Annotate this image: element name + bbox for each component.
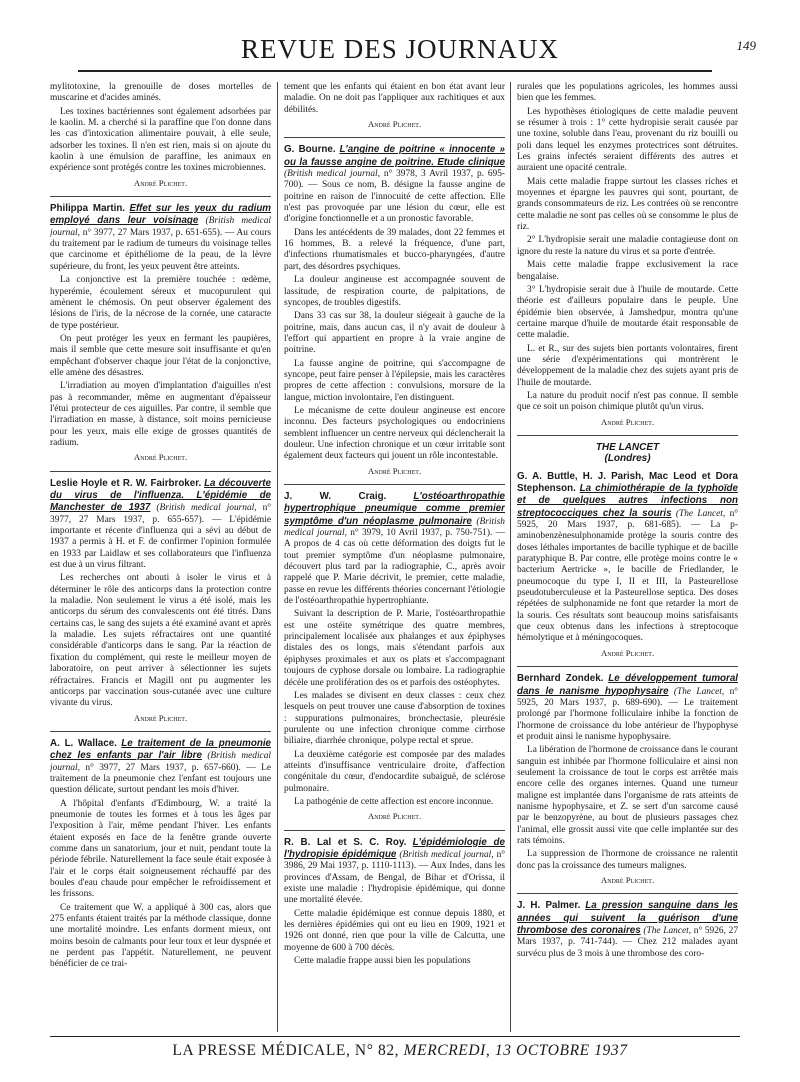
article-heading	[284, 144, 505, 225]
paragraph: La libération de l'hormone de croissance dans le courant sanguin est inhibée par l'hormone folliculaire et ainsi non seulement la croissance de tout le corps est arrêtée mais encore celle des organes internes. Quand une tumeur maligne est implantée dans l'organisme de rats atteints de nanisme hypophysaire, et Z. se sert d'un sarcome causé par le benzopyrène, au bout de plusieurs passages chez l'animal, elle grossit aussi vite que celle implantée sur des rats témoins.	[517, 745, 738, 846]
column-3	[517, 82, 738, 1032]
footer-rule	[50, 1036, 740, 1037]
article	[284, 144, 505, 477]
article	[517, 900, 738, 960]
article-reference: (The Lancet,	[673, 686, 725, 697]
paragraph: Cette maladie épidémique est connue depuis 1880, et les dernières épidémies qui ont eu lieu en 1909, 1921 et 1926 ont donné, rien que pour la ville de Calcutta, une moyenne de 600 à 700 décès.	[284, 908, 505, 953]
paragraph: Cette maladie frappe aussi bien les populations	[294, 956, 471, 967]
article-heading	[517, 673, 738, 743]
article-heading	[517, 900, 738, 960]
column-divider	[510, 82, 511, 1032]
paragraph: 3° L'hydropisie serait due à l'huile de moutarde. Cette théorie est d'ailleurs populaire dans le peuple. Une épidémie bien observée, à Jamshedpur, montra qu'une certaine marque d'huile de moutarde était responsable de cette maladie.	[517, 284, 738, 341]
paragraph: Le mécanisme de cette douleur angineuse est encore inconnu. Des facteurs psychologiques ou endocriniens semblent influencer un centre nerveux qui déclencherait la douleur. Une infection chronique et un cœur irritable sont également deux facteurs qui jouent un rôle incontestable.	[284, 405, 505, 462]
article	[50, 738, 271, 971]
separator	[517, 435, 738, 436]
article-author: Bernhard Zondek.	[517, 673, 604, 685]
article-title: La découverte du virus de l'influenza. L'épidémie de Manchester de 1937	[50, 477, 271, 514]
article-reference: (British medical journal,	[284, 169, 380, 180]
paragraph: Dans les antécédents de 39 malades, dont 22 femmes et 16 hommes, B. a relevé la fréquence, d'une part, d'infections rhumatismales et bucco-pharyngées, d'autre part, des désordres psychiques.	[284, 227, 505, 272]
article-summary: n° 5925, 20 Mars 1937, p. 681-685). — La p-aminobenzènesulphonamide protège la souris contre des doses léthales importantes de bacille typhique et de bacille paratyphique B. Par contre, elle protège moins contre le « bacterium Aertricke », le bacille de Friedlander, le pneumocoque du type I, II et III, la Pasteurellose pseudotuberculeuse et la Pasteurellose septica. Des doses répétées de sulphonamide ne font que retarder la mort de la souris. Ces résultats sont beaucoup moins satisfaisants que ceux obtenus dans les infections à streptocoque hémolytique et à méningocoques.	[517, 508, 738, 644]
page-footer	[0, 1042, 800, 1060]
article-author: J. W. Craig.	[284, 491, 387, 502]
article-heading	[50, 738, 271, 797]
article-heading	[517, 471, 738, 645]
paragraph: La pathogénie de cette affection est encore inconnue.	[294, 796, 494, 807]
article-reference: (The Lancet,	[675, 508, 726, 519]
article-author: Leslie Hoyle et R. W. Fairbroker.	[50, 477, 202, 489]
paragraph: Les hypothèses étiologiques de cette maladie peuvent se résumer à trois : 1° cette hydropisie serait causée par une toxine, soluble dans l'eau, provenant du riz bouilli ou poli dans lequel les enzymes protectrices sont détruites. Les grains infectés seraient différents des autres et auraient une opacité centrale.	[517, 106, 738, 174]
article-summary: n° 5925, 20 Mars 1937, p. 689-690). — Le traitement prolongé par l'hormone folliculaire inhibe la fonction de l'hormone de croissance du lobe antérieur de l'hypophyse et produit ainsi le nanisme hypophysaire.	[517, 686, 738, 742]
article-summary: n° 3977, 27 Mars 1937, p. 655-657). — L'épidémie importante et récente d'influenza qui a sévi au début de 1937 a permis à H. et F. de confirmer l'opinion formulée en 1933 par Laidlaw et ses collaborateurs que l'influenza est due à un virus filtrant.	[50, 503, 271, 571]
article-author: J. H. Palmer.	[517, 900, 581, 912]
paragraph: Les malades se divisent en deux classes : ceux chez lesquels on peut trouver une cause d'absorption de toxines : suppurations pulmonaires, bronchectasie, pleurésie purulente ou une infection chronique comme cirrhose biliaire, diarrhée chronique, polype rectal et sprue.	[284, 690, 505, 747]
article-summary: n° 3979, 10 Avril 1937, p. 750-751). — A propos de 4 cas où cette déformation des doigts fut le tout premier symptôme d'un néoplasme pulmonaire, découvert plus tard par la radiographie, C., après avoir rappelé que P. Marie décrivit, le premier, cette maladie, passe en revue les différents théories concernant l'étiologie de l'ostéoarthropathie hypertrophiante.	[284, 528, 505, 607]
article-reference: (British medical journal,	[284, 516, 505, 539]
article-heading	[284, 837, 505, 907]
article-title: Le développement tumoral dans le nanisme hypophysaire	[517, 673, 738, 697]
article-title: La chimiothérapie de la typhoïde et de quelques autres infections non streptococciques chez la souris	[517, 483, 738, 519]
article	[517, 673, 738, 886]
article-reference: (British medical journal,	[399, 849, 494, 860]
page-number: 149	[736, 38, 756, 53]
signature: André Plichet.	[367, 465, 422, 476]
signature: André Plichet.	[133, 712, 188, 723]
paragraph: Mais cette maladie frappe exclusivement la race bengalaise.	[517, 260, 738, 282]
paragraph: L. et R., sur des sujets bien portants volontaires, firent une série d'expérimentations qui montrèrent le développement de la maladie chez des sujets ayant pris de l'huile de moutarde.	[517, 343, 738, 388]
article-reference: (The Lancet,	[643, 926, 692, 937]
article-summary: n° 3986, 29 Mai 1937, p. 1110-1113). — Aux Indes, dans les provinces d'Assam, de Bengal, de Bihar et d'Orissa, il existe une maladie : l'hydropisie épidémique, qui donne une mortalité élevée.	[284, 849, 505, 906]
article-author: A. L. Wallace.	[50, 737, 117, 749]
separator	[50, 731, 271, 732]
article	[284, 491, 505, 823]
article-title: Effet sur les yeux du radium employé dans leur voisinage	[50, 203, 271, 227]
signature: André Plichet.	[133, 452, 188, 463]
paragraph: tement que les enfants qui étaient en bon état avant leur maladie. On ne doit pas l'appliquer aux rachitiques et aux débilités.	[284, 82, 505, 115]
paragraph: Dans 33 cas sur 38, la douleur siégeait à gauche de la poitrine, mais, dans aucun cas, il n'y avait de douleur à l'effort qui appartient en propre à la vraie angine de poitrine.	[284, 311, 505, 356]
paragraph: La deuxième catégorie est composée par des malades atteints d'insuffisance ventriculaire droite, d'affection congénitale du cœur, d'endocardite subaiguë, de sclérose pulmonaire.	[284, 749, 505, 794]
paragraph: 2° L'hydropisie serait une maladie contagieuse dont on ignore du reste la nature du virus et sa porte d'entrée.	[517, 235, 738, 257]
signature: André Plichet.	[600, 416, 655, 427]
paragraph: Les recherches ont abouti à isoler le virus et à déterminer le rôle des anticorps dans la protection contre la maladie. Non seulement le virus a été isolé, mais les anticorps du sérum des convalescents ont été titrés. Dans certains cas, le sang des sujets a été examiné avant et après la maladie. Les sujets réfractaires ont une quantité considérable d'anticorps dans le sang. Par la réaction de fixation du complément, qui reste le meilleur moyen de laboratoire, on peut arriver à sélectionner les sujets réfractaires. Francis et Magill ont pu augmenter les anticorps par vaccination sous-cutanée avec une culture vivante du virus.	[50, 573, 271, 709]
footer-date: MERCREDI, 13 OCTOBRE 1937	[403, 1042, 628, 1059]
article-heading	[50, 203, 271, 273]
paragraph: mylitotoxine, la grenouille de doses mortelles de muscarine et d'acides aminés.	[50, 82, 271, 104]
article	[50, 478, 271, 724]
article-summary: n° 5926, 27 Mars 1937, p. 741-744). — Chez 212 malades ayant survécu plus de 3 mois à une thrombose des coro-	[517, 926, 738, 959]
separator	[50, 471, 271, 472]
paragraph: L'irradiation au moyen d'implantation d'aiguilles n'est pas à recommander, même en augmentant d'épaisseur l'étui protecteur de ces aiguilles. Par contre, il semble que l'irradiation en masse, à distance, soit moins pernicieuse pour les yeux, mais elle exige de grosses quantités de radium.	[50, 381, 271, 448]
signature: André Plichet.	[600, 875, 655, 885]
header-rule	[78, 70, 712, 72]
article-heading	[50, 478, 271, 572]
article-reference: (British medical journal,	[50, 751, 271, 773]
article-author: G. A. Buttle, H. J. Parish, Mac Leod et Dora Stephenson.	[517, 470, 738, 494]
article	[284, 837, 505, 968]
paragraph: Les toxines bactériennes sont également adsorbées par le kaolin. M. a cherché si la paraffine que l'on donne dans les cas d'intoxication alimentaire pouvait, à elle seule, adsorber les toxines. Il n'en est rien, mais si on ajoute du kaolin à une émulsion de paraffine, les animaux en expérience sont protégés contre les toxines microbiennes.	[50, 106, 271, 174]
column-2	[284, 82, 505, 1032]
column-1	[50, 82, 271, 1032]
paragraph: La suppression de l'hormone de croissance ne ralentit donc pas la croissance des tumeurs malignes.	[517, 849, 738, 871]
article-title: L'épidémiologie de l'hydropisie épidémique	[284, 836, 505, 860]
separator	[284, 484, 505, 485]
signature: André Plichet.	[367, 119, 422, 130]
paragraph: Suivant la description de P. Marie, l'ostéoarthropathie est une ostéite symétrique des quatre membres, principalement localisée aux phalanges et aux épiphyses distales des os longs, mais s'étendant parfois aux épiphyses proximales et aux os plats et s'accompagnant toujours de cyphose dorsale ou lombaire. La radiographie décèle une prolifération des os et parfois des ostéophytes.	[284, 609, 505, 688]
separator	[284, 137, 505, 138]
article-reference: (British medical journal,	[50, 216, 271, 238]
article	[517, 471, 738, 660]
paragraph: La conjonctive est la première touchée : œdème, hyperémie, écoulement séreux et mucopurulent qui amènent le chémosis. On peut observer également des lésions de l'iris, de la nécrose de la cornée, une cataracte de type postérieur.	[50, 275, 271, 331]
paragraph: La nature du produit nocif n'est pas connue. Il semble que ce soit un poison chimique plutôt qu'un virus.	[517, 390, 738, 413]
article-summary: n° 3977, 27 Mars 1937, p. 651-655). — Au cours du traitement par le radium de tumeurs du voisinage telles que carcinome et épithéliome de la peau, de la lèvre supérieure, du front, les yeux peuvent être atteints.	[50, 227, 271, 272]
paragraph: On peut protéger les yeux en fermant les paupières, mais il semble que cette mesure soit insuffisante et qu'en empêchant d'observer chaque jour l'état de la conjonctive, elle amène des désastres.	[50, 333, 271, 378]
article-title: L'ostéoarthropathie hypertrophique pneumique comme premier symptôme d'un néoplasme pulmonaire	[284, 491, 505, 527]
article-summary: n° 3978, 3 Avril 1937, p. 695-700). — Sous ce nom, B. désigne la fausse angine de poitrine en raison de l'innocuité de cette affection. Elle n'est pas provoquée par une lésion du cœur, elle est d'origine fonctionnelle et a un pronostic favorable.	[284, 169, 505, 225]
article-title: L'angine de poitrine « innocente » ou la fausse angine de poitrine. Etude clinique	[284, 144, 505, 168]
separator	[517, 893, 738, 894]
separator	[517, 666, 738, 667]
paragraph: La fausse angine de poitrine, qui s'accompagne de syncope, peut faire penser à l'épilepsie, mais les caractères propres de cette affection : convulsions, morsure de la langue, miction involontaire, l'en distinguent.	[284, 358, 505, 403]
article-heading	[284, 491, 505, 607]
signature: André Plichet.	[367, 811, 422, 822]
signature: André Plichet.	[600, 647, 655, 658]
article-author: Philippa Martin.	[50, 203, 126, 215]
column-divider	[277, 82, 278, 1032]
paragraph: Ce traitement que W. a appliqué à 300 cas, alors que 275 enfants étaient traités par la méthode classique, donne une mortalité moindre. Les enfants dorment mieux, ont moins besoin de calmants pour leur toux et leur dyspnée et ne perdent pas l'appétit. Naturellement, ne peuvent bénéficier de ce trai-	[50, 902, 271, 970]
journal-name: THE LANCET	[595, 441, 660, 453]
footer-journal: LA PRESSE MÉDICALE, N° 82,	[172, 1042, 400, 1059]
separator	[284, 830, 505, 831]
article-author: R. B. Lal et S. C. Roy.	[284, 836, 407, 848]
journal-place: (Londres)	[604, 453, 651, 465]
page-title: REVUE DES JOURNAUX	[240, 34, 559, 64]
article-title: La pression sanguine dans les années qui suivent la guérison d'une thrombose des coronaires	[517, 900, 738, 937]
article-summary: n° 3977, 27 Mars 1937, p. 657-660). — Le traitement de la pneumonie chez l'enfant est toujours une question délicate, surtout pendant les mois d'hiver.	[50, 762, 271, 796]
paragraph: A l'hôpital d'enfants d'Edimbourg, W. a traité la pneumonie de toutes les formes et à tous les âges par l'exposition à l'air, même pendant l'hiver. Les enfants étaient exposés en face de la fenêtre grande ouverte comme dans un sanatorium, jour et nuit, pendant toute la période fébrile. Naturellement la face seule était exposée à l'air et le corps était soigneusement réchauffé par des boules d'eau chaude pour empêcher le refroidissement et les frissons.	[50, 798, 271, 900]
article-title: Le traitement de la pneumonie chez les enfants par l'air libre	[50, 737, 271, 762]
article-reference: (British medical journal,	[156, 503, 257, 514]
paragraph: La douleur angineuse est accompagnée souvent de lassitude, de respiration courte, de palpitations, de syncopes, de troubles digestifs.	[284, 275, 505, 308]
signature: André Plichet.	[133, 177, 188, 188]
paragraph: rurales que les populations agricoles, les hommes aussi bien que les femmes.	[517, 82, 738, 104]
article-author: G. Bourne.	[284, 144, 336, 156]
paragraph: Mais cette maladie frappe surtout les classes riches et moyennes et épargne les pauvres qui sont, pourtant, de grands consommateurs de riz. Les contrées où se rencontre cette maladie ne sont pas celles où se consomme le plus de riz.	[517, 176, 738, 233]
separator	[50, 196, 271, 197]
article	[50, 203, 271, 464]
